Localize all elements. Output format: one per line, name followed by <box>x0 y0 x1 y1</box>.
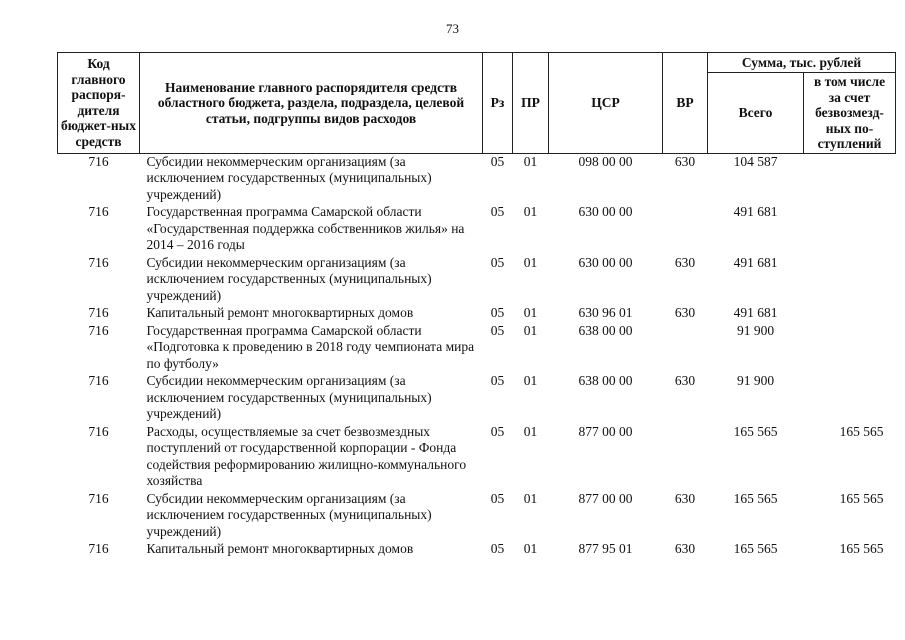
header-sum: Сумма, тыс. рублей <box>708 53 896 73</box>
cell-vr: 630 <box>674 254 696 270</box>
cell-incl <box>804 323 896 374</box>
cell-code: 716 <box>88 322 109 338</box>
cell-pr: 01 <box>523 541 538 556</box>
cell-incl: 165 565 <box>839 490 884 506</box>
cell-csr: 630 00 00 <box>578 204 633 219</box>
cell-code: 716 <box>88 423 109 439</box>
table-row <box>58 373 896 424</box>
cell-vr: 630 <box>674 490 696 506</box>
cell-csr: 638 00 00 <box>578 322 633 338</box>
header-name: Наименование главного распорядителя средств областного бюджета, раздела, подраздела, целевой статьи, подгруппы видов расходов <box>140 53 483 154</box>
cell-code: 716 <box>88 541 109 556</box>
table-row <box>58 424 896 491</box>
cell-incl: 165 565 <box>839 423 884 439</box>
table-row <box>58 491 896 542</box>
cell-total: 491 681 <box>733 204 778 219</box>
cell-incl <box>804 153 896 204</box>
cell-csr: 630 96 01 <box>578 305 633 320</box>
cell-vr <box>663 204 708 255</box>
cell-rz: 05 <box>490 204 505 219</box>
cell-rz: 05 <box>490 153 505 169</box>
cell-incl <box>804 373 896 424</box>
table-header <box>58 53 896 154</box>
cell-code: 716 <box>88 490 109 506</box>
cell-total: 491 681 <box>733 305 778 320</box>
cell-name: Субсидии некоммерческим организациям (за исключением государственных (муниципальных) учреждений) <box>146 254 432 303</box>
cell-csr: 098 00 00 <box>578 153 633 169</box>
cell-name: Капитальный ремонт многоквартирных домов <box>146 541 414 556</box>
cell-incl <box>804 204 896 255</box>
cell-name: Субсидии некоммерческим организациям (за исключением государственных (муниципальных) учреждений) <box>146 373 432 421</box>
cell-name: Расходы, осуществляемые за счет безвозмездных поступлений от государственной корпорации - Фонда содействия реформированию жилищно-коммунального хозяйства <box>146 423 467 488</box>
cell-vr <box>663 424 708 491</box>
cell-rz: 05 <box>490 423 505 439</box>
table-row <box>58 153 896 204</box>
cell-name: Государственная программа Самарской области «Государственная поддержка собственников жилья» на 2014 – 2016 годы <box>146 204 465 252</box>
table-row <box>58 305 896 323</box>
cell-vr <box>663 323 708 374</box>
cell-rz: 05 <box>490 322 505 338</box>
cell-total: 104 587 <box>733 153 778 169</box>
cell-csr: 877 95 01 <box>578 541 633 556</box>
cell-name: Субсидии некоммерческим организациям (за исключением государственных (муниципальных) учреждений) <box>146 490 432 539</box>
cell-pr: 01 <box>523 153 538 169</box>
cell-rz: 05 <box>490 373 505 388</box>
cell-rz: 05 <box>490 305 505 320</box>
cell-name: Капитальный ремонт многоквартирных домов <box>146 305 414 320</box>
cell-vr: 630 <box>674 373 696 388</box>
cell-incl <box>804 255 896 306</box>
table-row <box>58 323 896 374</box>
cell-csr: 630 00 00 <box>578 254 633 270</box>
header-rz: Рз <box>483 53 513 154</box>
cell-rz: 05 <box>490 490 505 506</box>
cell-total: 165 565 <box>733 490 778 506</box>
cell-name: Государственная программа Самарской области «Подготовка к проведению в 2018 году чемпионата мира по футболу» <box>146 322 475 371</box>
cell-code: 716 <box>88 204 109 219</box>
cell-csr: 638 00 00 <box>578 373 633 388</box>
header-incl: в том числе за счет безвозмезд-ных по-ступлений <box>804 73 896 154</box>
table-row <box>58 541 896 559</box>
header-pr: ПР <box>513 53 549 154</box>
cell-rz: 05 <box>490 541 505 556</box>
cell-total: 91 900 <box>736 373 775 388</box>
cell-pr: 01 <box>523 322 538 338</box>
cell-pr: 01 <box>523 305 538 320</box>
cell-pr: 01 <box>523 204 538 219</box>
table-row <box>58 255 896 306</box>
cell-code: 716 <box>88 305 109 320</box>
cell-total: 91 900 <box>736 322 775 338</box>
cell-code: 716 <box>88 153 109 169</box>
page-number: 73 <box>446 21 459 36</box>
cell-vr: 630 <box>674 153 696 169</box>
budget-table <box>57 52 896 559</box>
cell-vr: 630 <box>674 305 696 320</box>
table-body <box>58 153 896 559</box>
cell-csr: 877 00 00 <box>578 423 633 439</box>
cell-name: Субсидии некоммерческим организациям (за исключением государственных (муниципальных) учреждений) <box>146 153 432 202</box>
header-csr: ЦСР <box>549 53 663 154</box>
cell-code: 716 <box>88 373 109 388</box>
cell-total: 491 681 <box>733 254 778 270</box>
cell-incl: 165 565 <box>839 541 884 556</box>
header-total: Всего <box>708 73 804 154</box>
cell-pr: 01 <box>523 373 538 388</box>
cell-pr: 01 <box>523 490 538 506</box>
cell-incl <box>804 305 896 323</box>
cell-pr: 01 <box>523 254 538 270</box>
table-row <box>58 204 896 255</box>
cell-csr: 877 00 00 <box>578 490 633 506</box>
cell-code: 716 <box>88 254 109 270</box>
cell-pr: 01 <box>523 423 538 439</box>
cell-total: 165 565 <box>733 541 778 556</box>
header-vr: ВР <box>663 53 708 154</box>
cell-total: 165 565 <box>733 423 778 439</box>
cell-rz: 05 <box>490 254 505 270</box>
cell-vr: 630 <box>674 541 696 556</box>
header-code: Код главного распоря-дителя бюджет-ных средств <box>58 53 140 154</box>
